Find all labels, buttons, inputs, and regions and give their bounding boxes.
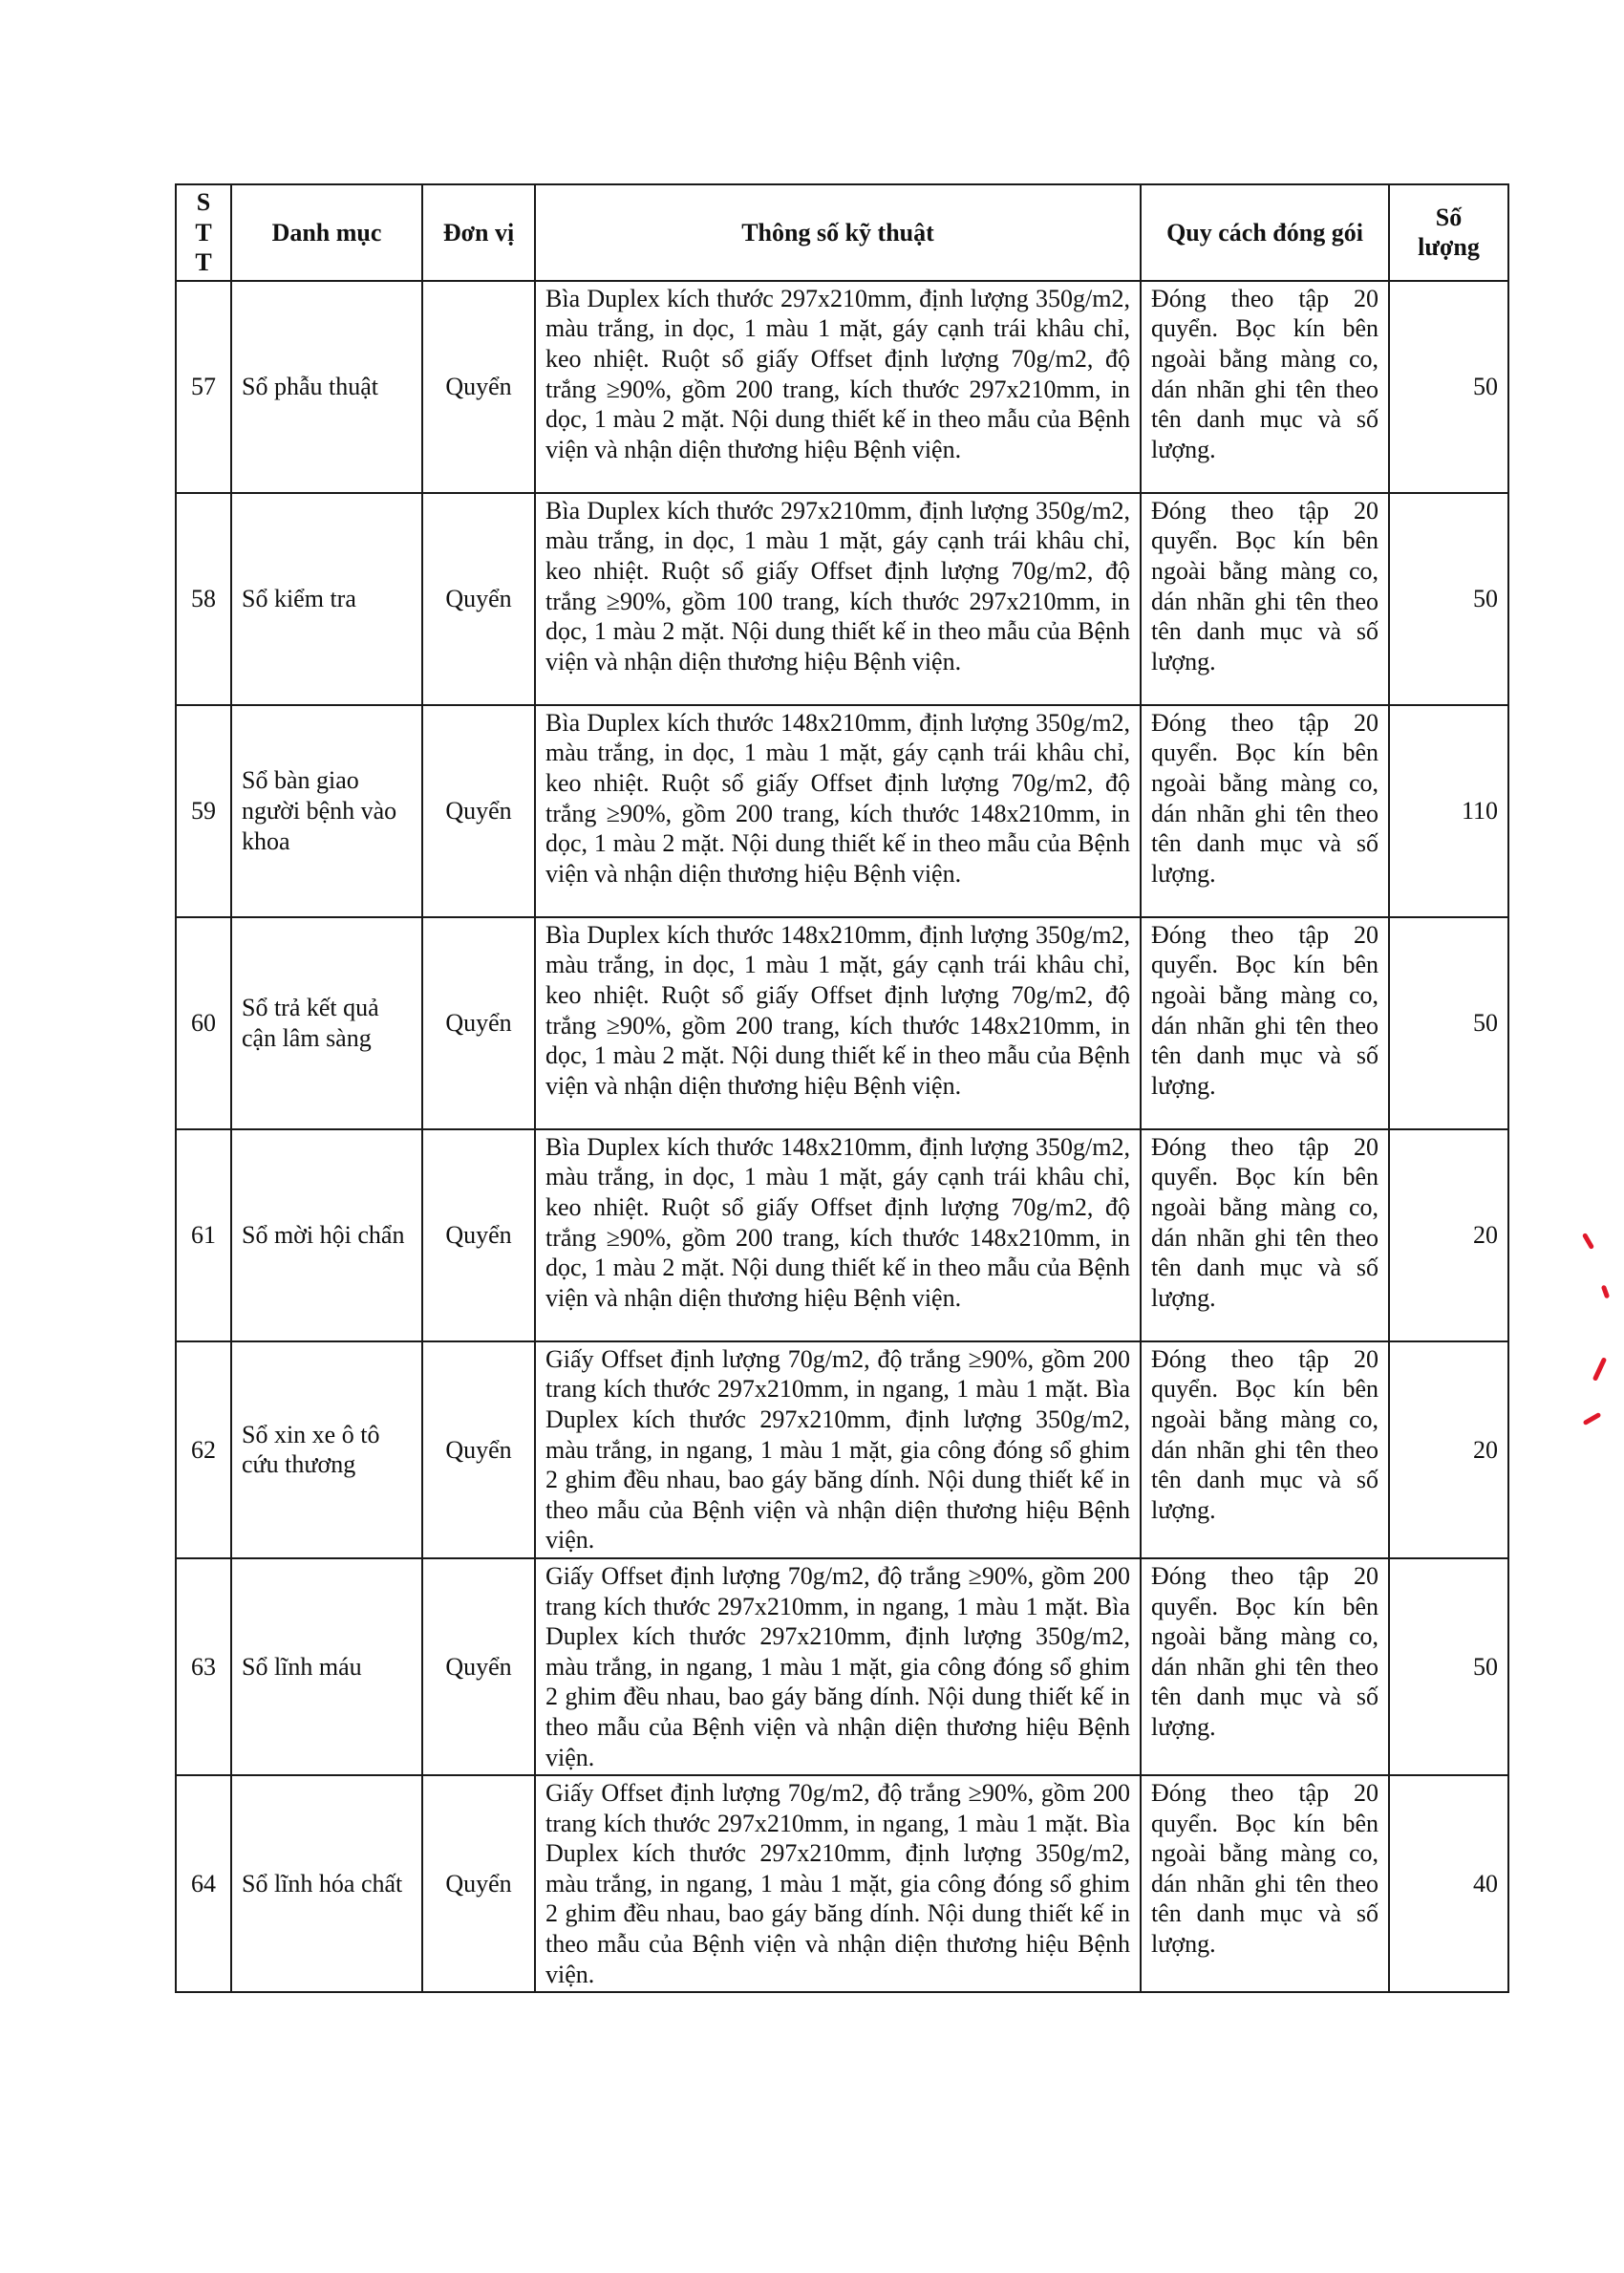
cell-pack: Đóng theo tập 20 quyển. Bọc kín bên ngoài bằng màng co, dán nhãn ghi tên theo tên danh mục và số lượng. (1141, 1775, 1389, 1992)
cell-qty: 40 (1389, 1775, 1508, 1992)
cell-stt: 58 (176, 493, 231, 705)
cell-pack: Đóng theo tập 20 quyển. Bọc kín bên ngoài bằng màng co, dán nhãn ghi tên theo tên danh mục và số lượng. (1141, 281, 1389, 493)
header-name: Danh mục (231, 184, 422, 281)
cell-qty: 20 (1389, 1341, 1508, 1558)
table-header-row (176, 184, 1508, 281)
cell-stt: 60 (176, 917, 231, 1129)
cell-stt: 64 (176, 1775, 231, 1992)
cell-spec: Bìa Duplex kích thước 148x210mm, định lượng 350g/m2, màu trắng, in dọc, 1 màu 1 mặt, gáy cạnh trái khâu chỉ, keo nhiệt. Ruột sổ giấy Offset định lượng 70g/m2, độ trắng ≥90%, gồm 200 trang, kích thước 148x210mm, in dọc, 1 màu 2 mặt. Nội dung thiết kế in theo mẫu của Bệnh viện và nhận diện thương hiệu Bệnh viện. (535, 705, 1141, 917)
cell-qty: 50 (1389, 493, 1508, 705)
cell-unit: Quyển (422, 1341, 535, 1558)
specification-table (175, 183, 1509, 1993)
stamp-mark (1592, 1357, 1608, 1382)
stamp-mark (1583, 1412, 1602, 1426)
cell-unit: Quyển (422, 917, 535, 1129)
cell-unit: Quyển (422, 705, 535, 917)
stamp-mark (1582, 1233, 1594, 1250)
cell-pack: Đóng theo tập 20 quyển. Bọc kín bên ngoài bằng màng co, dán nhãn ghi tên theo tên danh mục và số lượng. (1141, 1558, 1389, 1775)
cell-unit: Quyển (422, 493, 535, 705)
header-spec: Thông số kỹ thuật (535, 184, 1141, 281)
cell-qty: 50 (1389, 1558, 1508, 1775)
cell-name: Sổ lĩnh hóa chất (231, 1775, 422, 1992)
header-unit: Đơn vị (422, 184, 535, 281)
stamp-mark (1601, 1285, 1610, 1299)
cell-qty: 50 (1389, 281, 1508, 493)
cell-name: Sổ xin xe ô tô cứu thương (231, 1341, 422, 1558)
cell-name: Sổ kiểm tra (231, 493, 422, 705)
cell-qty: 50 (1389, 917, 1508, 1129)
cell-spec: Giấy Offset định lượng 70g/m2, độ trắng ≥90%, gồm 200 trang kích thước 297x210mm, in ngang, 1 màu 1 mặt. Bìa Duplex kích thước 297x210mm, định lượng 350g/m2, màu trắng, in ngang, 1 màu 1 mặt, gia công đóng sổ ghim 2 ghim đều nhau, bao gáy băng dính. Nội dung thiết kế in theo mẫu của Bệnh viện và nhận diện thương hiệu Bệnh viện. (535, 1558, 1141, 1775)
header-pack: Quy cách đóng gói (1141, 184, 1389, 281)
header-qty (1389, 184, 1508, 281)
table-row (176, 917, 1508, 1129)
table-row (176, 1341, 1508, 1558)
cell-unit: Quyển (422, 1775, 535, 1992)
cell-pack: Đóng theo tập 20 quyển. Bọc kín bên ngoài bằng màng co, dán nhãn ghi tên theo tên danh mục và số lượng. (1141, 917, 1389, 1129)
cell-spec: Bìa Duplex kích thước 297x210mm, định lượng 350g/m2, màu trắng, in dọc, 1 màu 1 mặt, gáy cạnh trái khâu chỉ, keo nhiệt. Ruột sổ giấy Offset định lượng 70g/m2, độ trắng ≥90%, gồm 100 trang, kích thước 297x210mm, in dọc, 1 màu 2 mặt. Nội dung thiết kế in theo mẫu của Bệnh viện và nhận diện thương hiệu Bệnh viện. (535, 493, 1141, 705)
cell-pack: Đóng theo tập 20 quyển. Bọc kín bên ngoài bằng màng co, dán nhãn ghi tên theo tên danh mục và số lượng. (1141, 1129, 1389, 1341)
table-row (176, 1775, 1508, 1992)
cell-spec: Bìa Duplex kích thước 148x210mm, định lượng 350g/m2, màu trắng, in dọc, 1 màu 1 mặt, gáy cạnh trái khâu chỉ, keo nhiệt. Ruột sổ giấy Offset định lượng 70g/m2, độ trắng ≥90%, gồm 200 trang, kích thước 148x210mm, in dọc, 1 màu 2 mặt. Nội dung thiết kế in theo mẫu của Bệnh viện và nhận diện thương hiệu Bệnh viện. (535, 917, 1141, 1129)
cell-spec: Bìa Duplex kích thước 148x210mm, định lượng 350g/m2, màu trắng, in dọc, 1 màu 1 mặt, gáy cạnh trái khâu chỉ, keo nhiệt. Ruột sổ giấy Offset định lượng 70g/m2, độ trắng ≥90%, gồm 200 trang, kích thước 148x210mm, in dọc, 1 màu 2 mặt. Nội dung thiết kế in theo mẫu của Bệnh viện và nhận diện thương hiệu Bệnh viện. (535, 1129, 1141, 1341)
cell-pack: Đóng theo tập 20 quyển. Bọc kín bên ngoài bằng màng co, dán nhãn ghi tên theo tên danh mục và số lượng. (1141, 705, 1389, 917)
cell-name: Sổ bàn giao người bệnh vào khoa (231, 705, 422, 917)
table-row (176, 705, 1508, 917)
cell-spec: Giấy Offset định lượng 70g/m2, độ trắng ≥90%, gồm 200 trang kích thước 297x210mm, in ngang, 1 màu 1 mặt. Bìa Duplex kích thước 297x210mm, định lượng 350g/m2, màu trắng, in ngang, 1 màu 1 mặt, gia công đóng sổ ghim 2 ghim đều nhau, bao gáy băng dính. Nội dung thiết kế in theo mẫu của Bệnh viện và nhận diện thương hiệu Bệnh viện. (535, 1341, 1141, 1558)
header-stt-text: S T T (195, 188, 212, 277)
cell-name: Sổ mời hội chẩn (231, 1129, 422, 1341)
cell-name: Sổ phẫu thuật (231, 281, 422, 493)
cell-unit: Quyển (422, 281, 535, 493)
cell-unit: Quyển (422, 1558, 535, 1775)
table-row (176, 281, 1508, 493)
table-row (176, 1558, 1508, 1775)
cell-qty: 110 (1389, 705, 1508, 917)
cell-stt: 63 (176, 1558, 231, 1775)
cell-stt: 59 (176, 705, 231, 917)
cell-pack: Đóng theo tập 20 quyển. Bọc kín bên ngoài bằng màng co, dán nhãn ghi tên theo tên danh mục và số lượng. (1141, 493, 1389, 705)
cell-unit: Quyển (422, 1129, 535, 1341)
header-stt (176, 184, 231, 281)
header-qty-text: Số lượng (1418, 203, 1480, 262)
cell-spec: Giấy Offset định lượng 70g/m2, độ trắng ≥90%, gồm 200 trang kích thước 297x210mm, in ngang, 1 màu 1 mặt. Bìa Duplex kích thước 297x210mm, định lượng 350g/m2, màu trắng, in ngang, 1 màu 1 mặt, gia công đóng sổ ghim 2 ghim đều nhau, bao gáy băng dính. Nội dung thiết kế in theo mẫu của Bệnh viện và nhận diện thương hiệu Bệnh viện. (535, 1775, 1141, 1992)
cell-pack: Đóng theo tập 20 quyển. Bọc kín bên ngoài bằng màng co, dán nhãn ghi tên theo tên danh mục và số lượng. (1141, 1341, 1389, 1558)
cell-name: Sổ lĩnh máu (231, 1558, 422, 1775)
table-row (176, 1129, 1508, 1341)
cell-qty: 20 (1389, 1129, 1508, 1341)
cell-stt: 57 (176, 281, 231, 493)
table-row (176, 493, 1508, 705)
cell-name: Sổ trả kết quả cận lâm sàng (231, 917, 422, 1129)
cell-stt: 62 (176, 1341, 231, 1558)
cell-spec: Bìa Duplex kích thước 297x210mm, định lượng 350g/m2, màu trắng, in dọc, 1 màu 1 mặt, gáy cạnh trái khâu chỉ, keo nhiệt. Ruột sổ giấy Offset định lượng 70g/m2, độ trắng ≥90%, gồm 200 trang, kích thước 297x210mm, in dọc, 1 màu 2 mặt. Nội dung thiết kế in theo mẫu của Bệnh viện và nhận diện thương hiệu Bệnh viện. (535, 281, 1141, 493)
cell-stt: 61 (176, 1129, 231, 1341)
